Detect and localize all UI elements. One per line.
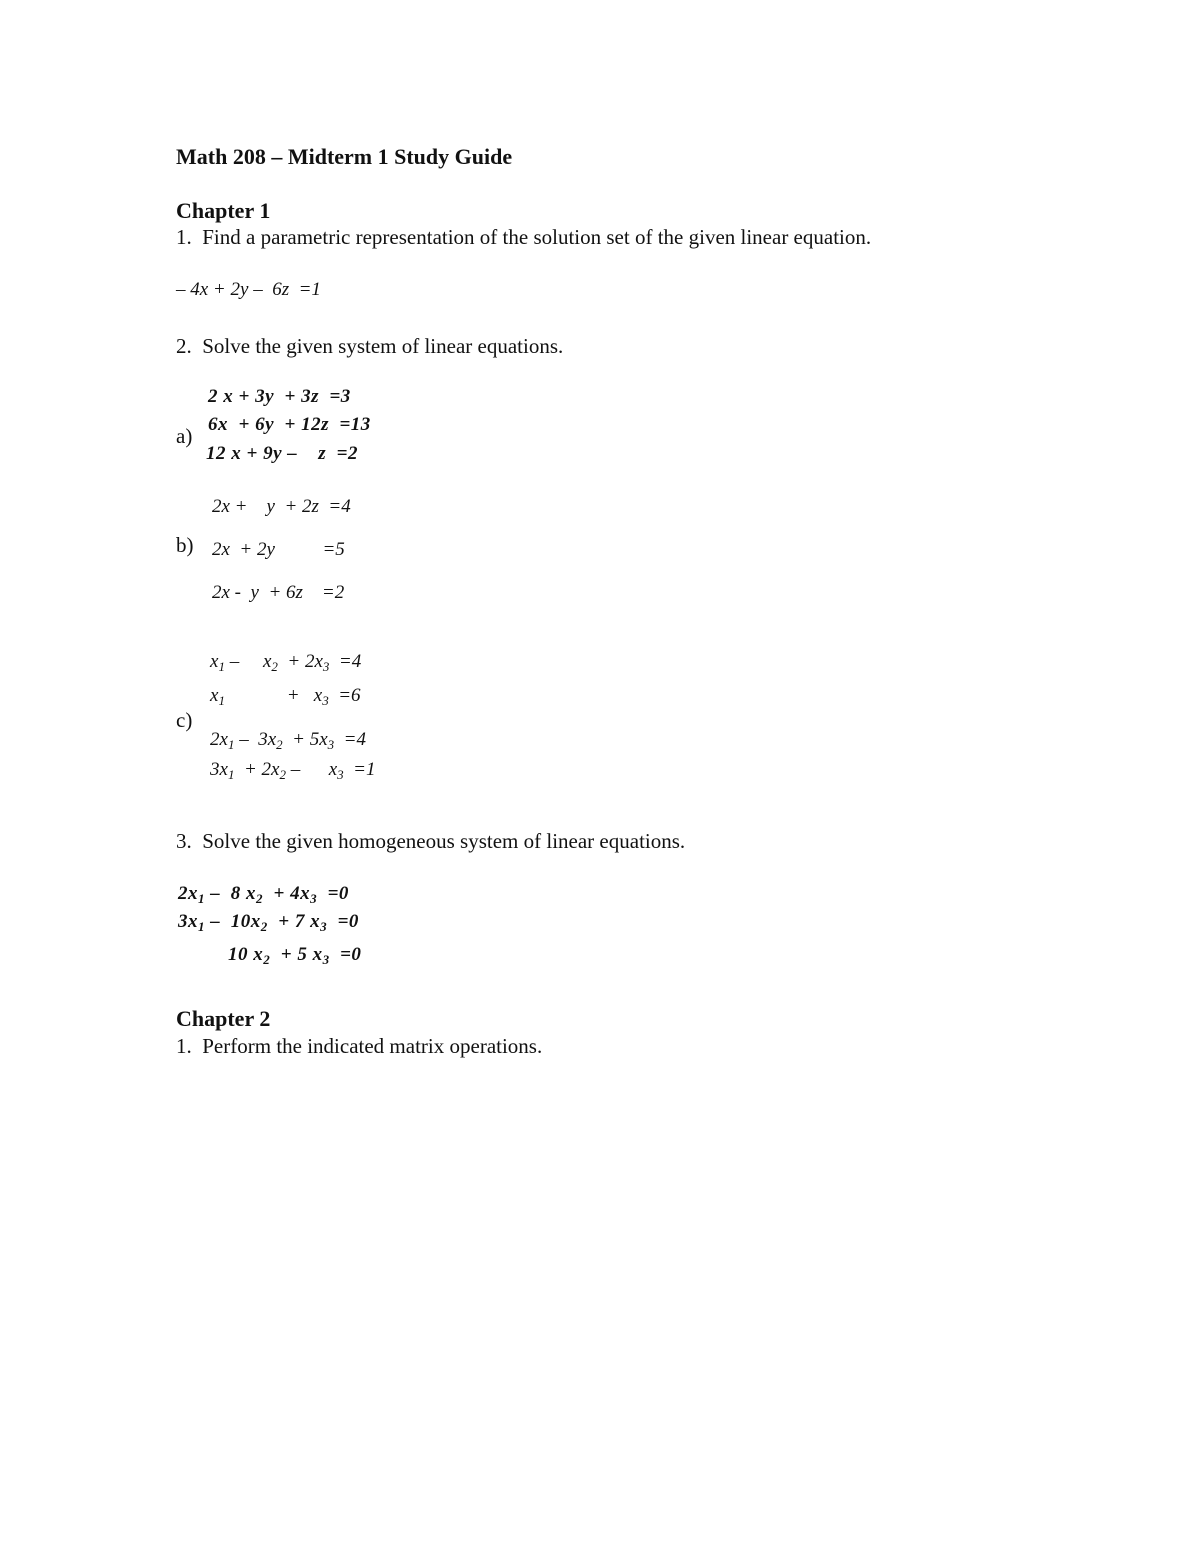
system-c-equation-3: $2x_1 - 3x_2 + 5x_3 =4$ <box>210 729 366 752</box>
question-2-text: 2. Solve the given system of linear equations. <box>176 334 564 358</box>
question-1-equation: – 4x + 2y – 6z =1 <box>176 279 321 300</box>
system-b-equation-1: 2x + y + 2z =4 <box>212 496 351 517</box>
homogeneous-equation-3: 10 $x_2 + 5$ $x_3 =0$ <box>228 944 362 967</box>
system-c-equation-2: $x_1$ + $x_3 =6$ <box>210 685 361 708</box>
chapter-2-question-1-text: 1. Perform the indicated matrix operations. <box>176 1034 543 1058</box>
system-a-equation-3: 12 x + 9y – z =2 <box>206 443 358 464</box>
question-1-text: 1. Find a parametric representation of the solution set of the given linear equation. <box>176 225 872 249</box>
system-a-equation-2: 6x + 6y + 12z =13 <box>208 414 371 435</box>
system-b-equation-2: 2x + 2y =5 <box>212 539 345 560</box>
homogeneous-equation-1: $2x_1 - 8$ $x_2 + 4x_3 =0$ <box>178 883 349 906</box>
question-3-text: 3. Solve the given homogeneous system of linear equations. <box>176 829 686 853</box>
system-c-equation-4: $3x_1 + 2x_2$ – $x_3 =1$ <box>210 759 376 782</box>
system-c-label: c) <box>176 708 193 732</box>
system-a-equation-1: 2 x + 3y + 3z =3 <box>208 386 351 407</box>
homogeneous-equation-2: $3x_1 - 10x_2 + 7$ $x_3 =0$ <box>178 911 359 934</box>
chapter-2-heading: Chapter 2 <box>176 1006 271 1031</box>
system-b-equation-3: 2x - y + 6z =2 <box>212 582 345 603</box>
system-c-equation-1: $x_1$ – $x_2 + 2x_3 =4$ <box>210 651 362 674</box>
system-b-label: b) <box>176 533 194 557</box>
document-title: Math 208 – Midterm 1 Study Guide <box>176 144 513 169</box>
chapter-1-heading: Chapter 1 <box>176 198 271 223</box>
system-a-label: a) <box>176 424 193 448</box>
